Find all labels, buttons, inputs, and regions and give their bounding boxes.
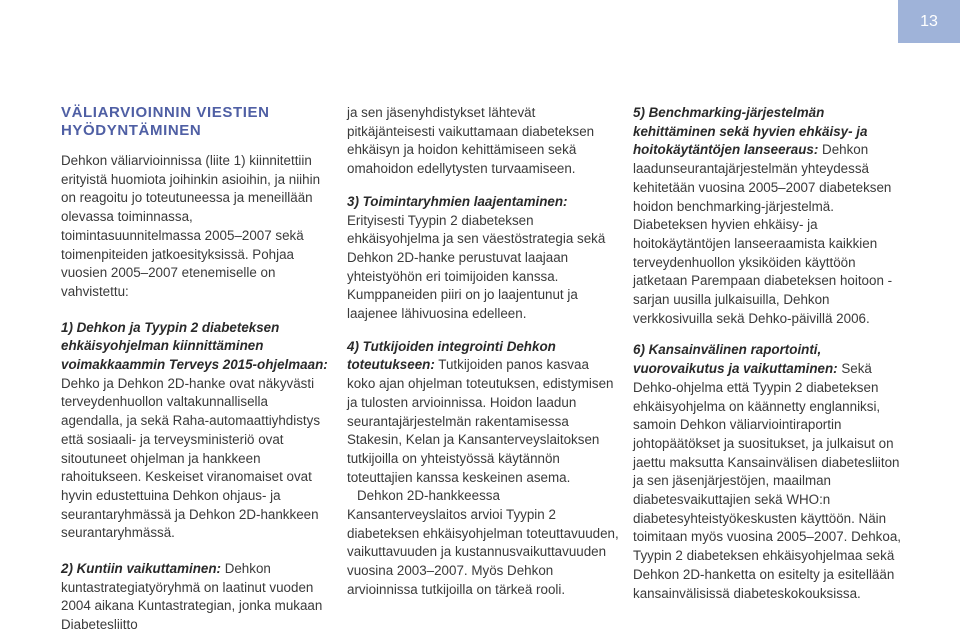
column-2 (347, 104, 619, 600)
item-3-title: 3) Toimintaryhmien laajentaminen: (347, 193, 568, 209)
intro-paragraph: Dehkon väliarvioinnissa (liite 1) kiinnitettiin erityistä huomiota joihinkin asioihin, ja niihin on reagoitu jo toteutuneessa ja meneillään olevassa toiminnassa, toimintasuunnitelmassa 2005–2007 sekä toimenpiteiden jatkoesityksissä. Pohjaa vuosien 2005–2007 etenemiselle on vahvistettu: (61, 153, 321, 299)
heading-line-1: VÄLIARVIOINNIN VIESTIEN (61, 104, 270, 121)
column-1 (61, 104, 333, 635)
column-3 (633, 104, 905, 603)
item-1-paragraph (61, 319, 333, 543)
item-4-title: 4) Tutkijoiden integrointi Dehkon toteutukseen: (347, 338, 556, 373)
item-3-text: Erityisesti Tyypin 2 diabeteksen ehkäisyohjelma ja sen väestöstrategia sekä Dehkon 2D-hanke perustuvat laajaan yhteistyöhön eri toimijoiden kanssa. Kumppaneiden piiri on jo laajentunut ja laajenee lähivuosina edelleen. (347, 212, 606, 322)
item-6-text: Sekä Dehko-ohjelma että Tyypin 2 diabeteksen ehkäisyohjelma on käännetty englanniksi, samoin Dehkon väliarviointiraportin johtopäätökset ja suositukset, ja julkaisut on jaettu maksutta Kansainvälisen diabetesliiton ja sen jäsenjärjestöjen, maailman diabetesvaikuttajien sekä WHO:n diabetesyhteistyökeskusten käyttöön. Näin toimitaan myös vuosina 2005–2007. Dehkoa, Tyypin 2 diabeteksen ehkäisyohjelmaa sekä Dehkon 2D-hanketta on esitelty ja esitellään kansainvälisissä diabeteskokouksissa. (633, 361, 901, 601)
section-heading (61, 104, 333, 140)
item-5-text: Dehkon laadunseurantajärjestelmän yhteydessä kehitetään vuosina 2005–2007 diabeteksen hoidon benchmarking-järjestelmä. Diabeteksen hyvien ehkäisy- ja hoitokäytäntöjen lanseeraamista kaikkien terveydenhuollon yksiköiden käyttöön jatketaan Parempaan diabeteksen hoitoon -sarjan uusilla julkaisuilla, Dehkon verkkosivuilla sekä Dehko-päivillä 2006. (633, 142, 893, 326)
item-2-title: 2) Kuntiin vaikuttaminen: (61, 561, 221, 577)
heading-line-2: HYÖDYNTÄMINEN (61, 122, 202, 139)
evaluation-paragraph: Dehkon 2D-hankkeessa Kansanterveyslaitos arvioi Tyypin 2 diabeteksen ehkäisyohjelman toteuttavuuden, vaikuttavuuden ja kustannusvaikuttavuuden vuosina 2003–2007. Myös Dehkon arvioinnissa tutkijoilla on tärkeä rooli. (347, 488, 619, 597)
item-4-paragraph (347, 338, 619, 488)
item-2-text: Dehkon kuntastrategiatyöryhmä on laatinut vuoden 2004 aikana Kuntastrategian, jonka mukaan Diabetesliitto (61, 561, 323, 633)
item-4-text: Tutkijoiden panos kasvaa koko ajan ohjelman toteutuksen, edistymisen ja tulosten arvioinnissa. Hoidon laadun seurantajärjestelmän rakentamisessa Stakesin, Kelan ja Kansanterveyslaitoksen tutkijoilla on yhteistyössä käytännön toteuttajien kanssa keskeinen asema. (347, 357, 614, 485)
item-6-paragraph (633, 341, 905, 603)
page-number: 13 (898, 0, 960, 43)
item-1-text: Dehko ja Dehkon 2D-hanke ovat näkyvästi terveydenhuollon valtakunnallisella agendalla, ja sekä Raha-automaattiyhdistys että sosiaali- ja terveysministeriö ovat sitoutuneet ohjelman ja hankkeen rahoitukseen. Keskeiset viranomaiset ovat hyvin edustettuina Dehkon ohjaus- ja seurantaryhmässä ja Dehkon 2D-hankkeen seurantaryhmässä. (61, 375, 321, 541)
item-3-paragraph (347, 193, 619, 324)
item-5-title: 5) Benchmarking-järjestelmän kehittäminen sekä hyvien ehkäisy- ja hoitokäytäntöjen lanseeraus: (633, 105, 868, 158)
item-6-title: 6) Kansainvälinen raportointi, vuorovaikutus ja vaikuttaminen: (633, 342, 838, 377)
item-5-paragraph (633, 104, 905, 328)
continued-paragraph: ja sen jäsenyhdistykset lähtevät pitkäjänteisesti vaikuttamaan diabeteksen ehkäisyn ja hoidon kehittämiseen sekä omahoidon edellytysten turvaamiseen. (347, 105, 595, 177)
item-1-title: 1) Dehkon ja Tyypin 2 diabeteksen ehkäisyohjelman kiinnittäminen voimakkaammin Terveys 2015-ohjelmaan: (61, 319, 328, 373)
item-2-paragraph (61, 560, 333, 635)
